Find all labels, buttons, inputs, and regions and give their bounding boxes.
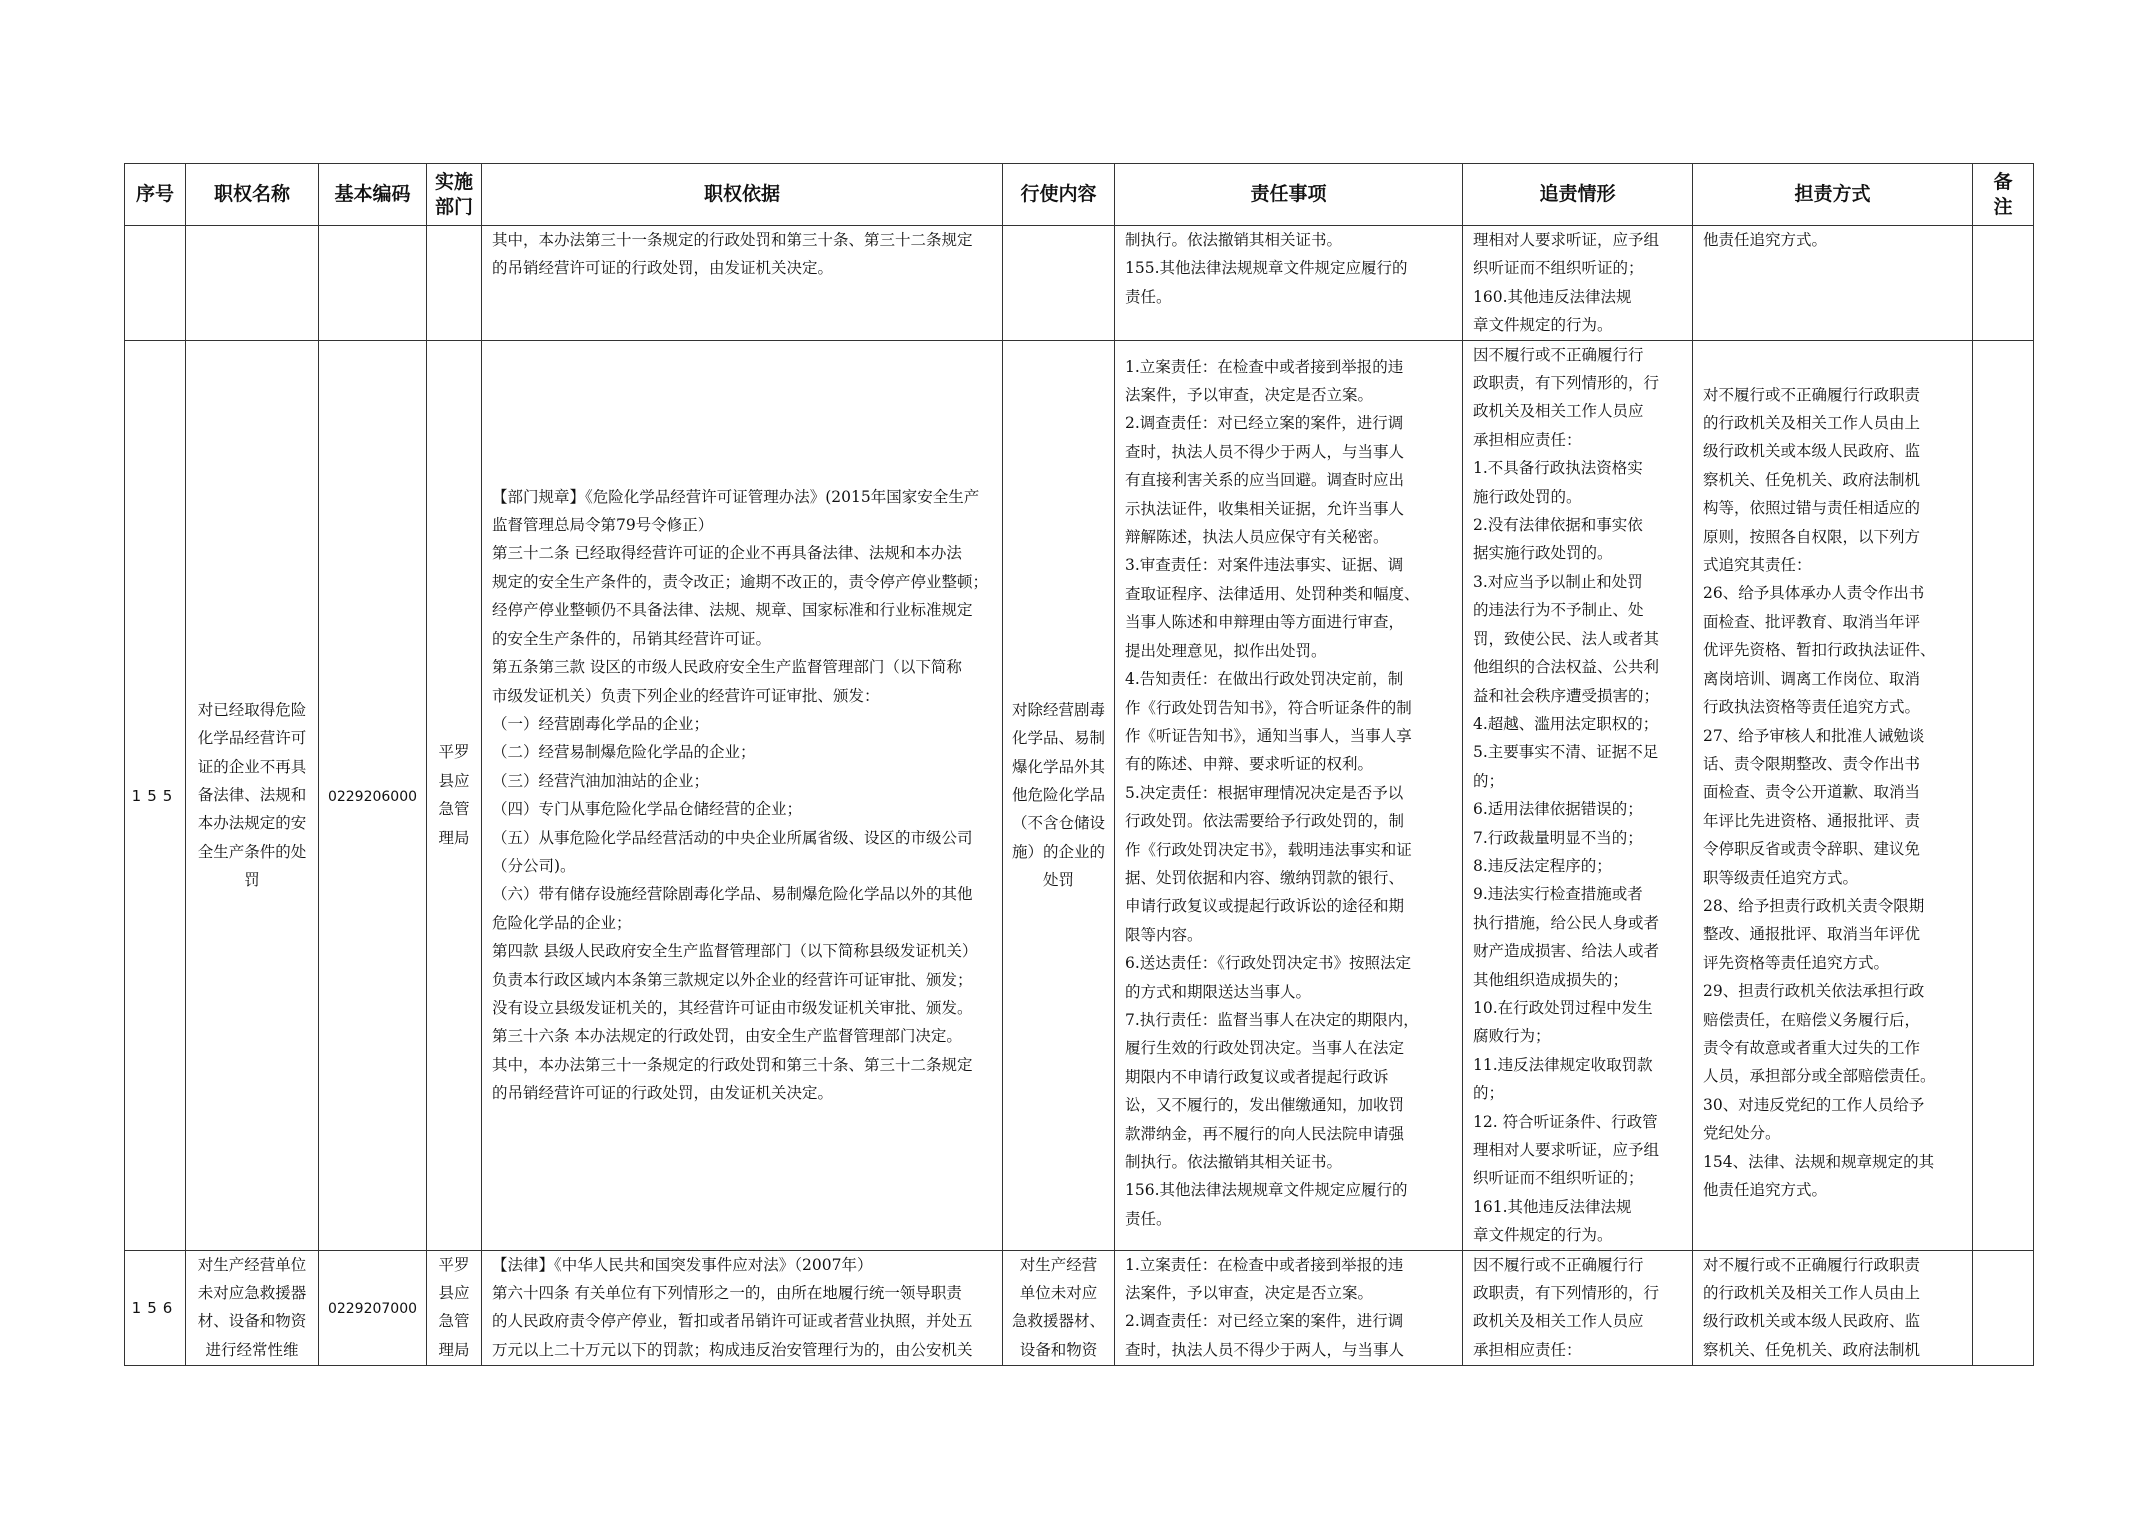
text-line: 的行政机关及相关工作人员由上 (1703, 414, 1921, 433)
row156-seq: 156 (131, 1299, 179, 1318)
text-line: 级行政机关或本级人民政府、监 (1703, 442, 1921, 461)
text-line: 危险化学品的企业； (492, 913, 632, 932)
text-line: 辩解陈述，执法人员应保守有关秘密。 (1125, 528, 1389, 547)
text-line: 进行经常性维 (205, 1340, 299, 1359)
text-line: 4.超越、滥用法定职权的； (1473, 714, 1659, 733)
text-line: 式追究其责任： (1703, 556, 1812, 575)
text-line: 责令有故意或者重大过失的工作 (1703, 1038, 1921, 1057)
text-line: （二）经营易制爆危险化学品的企业； (492, 743, 756, 762)
cont-content-cell (1003, 226, 1115, 341)
text-line: 第六十四条 有关单位有下列情形之一的，由所在地履行统一领导职责 (492, 1284, 962, 1303)
text-line: 查时，执法人员不得少于两人，与当事人 (1125, 1340, 1405, 1359)
text-line: 因不履行或不正确履行行 (1473, 1255, 1644, 1274)
text-line: 急管 (438, 1312, 470, 1331)
text-line: 30、对违反党纪的工作人员给予 (1703, 1095, 1925, 1114)
text-line: 5.决定责任：根据审理情况决定是否予以 (1125, 783, 1404, 802)
cont-seq-cell (125, 226, 186, 341)
text-line: （四）专门从事危险化学品仓储经营的企业； (492, 800, 803, 819)
text-line: （六）带有储存设施经营除剧毒化学品、易制爆危险化学品以外的其他 (492, 885, 973, 904)
text-line: 未对应急救援器 (197, 1284, 307, 1303)
text-line: 原则，按照各自权限，以下列方 (1703, 527, 1921, 546)
text-line: 2.调查责任：对已经立案的案件，进行调 (1125, 414, 1404, 433)
text-line: 据、处罚依据和内容、缴纳罚款的银行、 (1125, 868, 1405, 887)
text-line: 155.其他法律法规规章文件规定应履行的 (1125, 259, 1408, 278)
text-line: 他组织的合法权益、公共利 (1473, 658, 1660, 677)
text-line: 财产造成损害、给法人或者 (1473, 942, 1660, 961)
text-line: 设备和物资 (1019, 1340, 1098, 1359)
text-line: 因不履行或不正确履行行 (1473, 345, 1644, 364)
text-line: 制执行。依法撤销其相关证书。 (1125, 231, 1343, 249)
text-line: 整改、通报批评、取消当年评优 (1703, 925, 1921, 944)
row155-method (1693, 341, 1972, 1205)
row156-account (1463, 1251, 1692, 1365)
row155-resp (1115, 341, 1462, 1234)
text-line: 章文件规定的行为。 (1473, 316, 1613, 335)
text-line: 话、责令限期整改、责令作出书 (1703, 754, 1921, 773)
row155-method-cell (1693, 340, 1973, 1250)
row155-remark-cell (1973, 340, 2034, 1250)
cont-basis-cell (482, 226, 1003, 341)
header-remark (1973, 164, 2034, 226)
text-line: 制执行。依法撤销其相关证书。 (1125, 1153, 1343, 1171)
text-line: 【部门规章】《危险化学品经营许可证管理办法》(2015年国家安全生产 (492, 487, 980, 506)
text-line: 第四款 县级人民政府安全生产监督管理部门（以下简称县级发证机关） (492, 942, 978, 961)
cont-code-cell (319, 226, 427, 341)
cont-basis (482, 226, 1002, 283)
text-line: 评先资格等责任追究方式。 (1703, 953, 1890, 972)
text-line: 3.审查责任：对案件违法事实、证据、调 (1125, 556, 1404, 575)
text-line: 的安全生产条件的，吊销其经营许可证。 (492, 629, 772, 648)
text-line: 章文件规定的行为。 (1473, 1226, 1613, 1245)
text-line: 万元以上二十万元以下的罚款；构成违反治安管理行为的，由公安机关 (492, 1340, 973, 1359)
text-line: 2.调查责任：对已经立案的案件，进行调 (1125, 1312, 1404, 1331)
text-line: 监督管理总局令第79号令修正） (492, 516, 714, 535)
text-line: 材、设备和物资 (197, 1312, 307, 1331)
text-line: 察机关、任免机关、政府法制机 (1703, 470, 1921, 489)
header-resp: 责任事项 (1115, 164, 1463, 226)
text-line: 赔偿责任，在赔偿义务履行后， (1703, 1010, 1921, 1029)
text-line: 查取证程序、法律适用、处罚种类和幅度、 (1125, 584, 1420, 603)
text-line: 其他组织造成损失的； (1473, 970, 1629, 989)
row155-content: 对除经营剧毒化学品、易制爆化学品外其他危险化学品（不含仓储设施）的企业的处罚 (1011, 700, 1105, 890)
text-line: 优评先资格、暂扣行政执法证件、 (1703, 641, 1936, 660)
text-line: 法案件，予以审查，决定是否立案。 (1125, 1284, 1374, 1303)
text-line: （分公司)。 (492, 856, 576, 875)
cont-name-cell (186, 226, 319, 341)
text-line: 2.没有法律依据和事实依 (1473, 516, 1643, 535)
row156-resp (1115, 1251, 1462, 1365)
text-line: 3.对应当予以制止和处罚 (1473, 572, 1643, 591)
text-line: 经停产停业整顿仍不具备法律、法规、规章、国家标准和行业标准规定 (492, 601, 973, 620)
text-line: 156.其他法律法规规章文件规定应履行的 (1125, 1181, 1408, 1200)
text-line: 1.不具备行政执法资格实 (1473, 459, 1643, 478)
text-line: 有直接利害关系的应当回避。调查时应出 (1125, 471, 1405, 490)
text-line: 10.在行政处罚过程中发生 (1473, 998, 1653, 1017)
row156-content-cell (1003, 1250, 1115, 1365)
text-line: 施行政处罚的。 (1473, 487, 1582, 506)
text-line: 构等，依照过错与责任相适应的 (1703, 499, 1921, 518)
row156-method (1693, 1251, 1972, 1365)
text-line: 示执法证件，收集相关证据，允许当事人 (1125, 499, 1405, 518)
text-line: 理相对人要求听证，应予组 (1473, 1141, 1660, 1159)
text-line: 款滞纳金，再不履行的向人民法院申请强 (1125, 1124, 1405, 1143)
text-line: 理局 (438, 1340, 470, 1359)
text-line: 益和社会秩序遭受损害的； (1473, 686, 1660, 705)
table-row-156 (125, 1250, 2034, 1365)
row156-code-cell (319, 1250, 427, 1365)
text-line: 12. 符合听证条件、行政管 (1473, 1112, 1658, 1131)
text-line: 查时，执法人员不得少于两人，与当事人 (1125, 442, 1405, 461)
row155-code-cell (319, 340, 427, 1250)
text-line: 作《行政处罚决定书》，载明违法事实和证 (1125, 840, 1412, 859)
text-line: 负责本行政区域内本条第三款规定以外企业的经营许可证审批、颁发； (492, 970, 973, 989)
text-line: 的违法行为不予制止、处 (1473, 601, 1644, 620)
text-line: 履行生效的行政处罚决定。当事人在法定 (1125, 1039, 1405, 1058)
row156-name-cell (186, 1250, 319, 1365)
text-line: 的吊销经营许可证的行政处罚，由发证机关决定。 (492, 1084, 834, 1103)
text-line: 政职责，有下列情形的，行 (1473, 374, 1660, 393)
text-line: 7.行政裁量明显不当的； (1473, 828, 1643, 847)
text-line: 的行政机关及相关工作人员由上 (1703, 1284, 1921, 1303)
text-line: 政职责，有下列情形的，行 (1473, 1284, 1660, 1303)
text-line: 平罗 (438, 1255, 470, 1274)
text-line: 责任。 (1125, 287, 1172, 306)
text-line: 织听证而不组织听证的； (1473, 259, 1644, 278)
text-line: 行政处罚。依法需要给予行政处罚的，制 (1125, 812, 1405, 831)
row156-remark-cell (1973, 1250, 2034, 1365)
header-basis: 职权依据 (482, 164, 1003, 226)
cont-remark-cell (1973, 226, 2034, 341)
text-line: 的人民政府责令停产停业，暂扣或者吊销许可证或者营业执照，并处五 (492, 1312, 973, 1331)
text-line: 级行政机关或本级人民政府、监 (1703, 1312, 1921, 1331)
text-line: 提出处理意见，拟作出处罚。 (1125, 641, 1327, 660)
text-line: 5.主要事实不清、证据不足 (1473, 743, 1659, 762)
text-line: 第五条第三款 设区的市级人民政府安全生产监督管理部门（以下简称 (492, 658, 962, 677)
text-line: 限等内容。 (1125, 925, 1203, 944)
header-row (125, 164, 2034, 226)
text-line: 他责任追究方式。 (1703, 1181, 1828, 1199)
text-line: 7.执行责任：监督当事人在决定的期限内， (1125, 1010, 1419, 1029)
row155-basis (482, 483, 1002, 1108)
header-account: 追责情形 (1463, 164, 1693, 226)
row155-basis-cell (482, 340, 1003, 1250)
text-line: 期限内不申请行政复议或者提起行政诉 (1125, 1067, 1389, 1086)
row155-content-cell (1003, 340, 1115, 1250)
text-line: 的； (1473, 771, 1505, 790)
text-line: 对不履行或不正确履行行政职责 (1703, 1255, 1921, 1274)
text-line: 市级发证机关）负责下列企业的经营许可证审批、颁发： (492, 686, 880, 705)
text-line: 第三十六条 本办法规定的行政处罚，由安全生产监督管理部门决定。 (492, 1027, 962, 1046)
text-line: （五）从事危险化学品经营活动的中央企业所属省级、设区的市级公司 (492, 828, 973, 847)
text-line: 行政执法资格等责任追究方式。 (1703, 698, 1921, 717)
row156-name (186, 1251, 318, 1365)
table-row-155 (125, 340, 2034, 1250)
row156-basis (482, 1251, 1002, 1365)
text-line: 有的陈述、申辩、要求听证的权利。 (1125, 755, 1374, 774)
text-line: 当事人陈述和申辩理由等方面进行审查， (1125, 613, 1405, 632)
text-line: 年评比先进资格、通报批评、责 (1703, 811, 1921, 830)
text-line: 急救援器材、 (1011, 1312, 1105, 1331)
text-line: 单位未对应 (1019, 1284, 1098, 1303)
text-line: 29、担责行政机关依法承担行政 (1703, 982, 1925, 1001)
header-code: 基本编码 (319, 164, 427, 226)
cont-method-cell (1693, 226, 1973, 341)
cont-dept-cell (427, 226, 482, 341)
header-dept (427, 164, 482, 226)
cont-resp-cell (1115, 226, 1463, 341)
text-line: 其中，本办法第三十一条规定的行政处罚和第三十条、第三十二条规定 (492, 1055, 973, 1074)
text-line: 讼，又不履行的，发出催缴通知，加收罚 (1125, 1096, 1405, 1115)
row156-basis-cell (482, 1250, 1003, 1365)
text-line: 责任。 (1125, 1209, 1172, 1228)
text-line: 1.立案责任：在检查中或者接到举报的违 (1125, 357, 1404, 376)
text-line: 160.其他违反法律法规 (1473, 287, 1632, 306)
text-line: 执行措施，给公民人身或者 (1473, 913, 1660, 932)
text-line: 1.立案责任：在检查中或者接到举报的违 (1125, 1255, 1404, 1274)
text-line: 面检查、责令公开道歉、取消当 (1703, 783, 1921, 802)
text-line: 161.其他违反法律法规 (1473, 1197, 1632, 1216)
text-line: 6.适用法律依据错误的； (1473, 800, 1643, 819)
text-line: （三）经营汽油加油站的企业； (492, 771, 710, 790)
text-line: 26、给予具体承办人责令作出书 (1703, 584, 1925, 603)
text-line: 他责任追究方式。 (1703, 231, 1828, 249)
row155-name: 对已经取得危险化学品经营许可证的企业不再具备法律、法规和本办法规定的安全生产条件的处罚 (197, 700, 307, 890)
row155-seq: 155 (131, 786, 179, 805)
text-line: 154、法律、法规和规章规定的其 (1703, 1152, 1935, 1171)
text-line: 政机关及相关工作人员应 (1473, 1312, 1644, 1331)
row156-resp-cell (1115, 1250, 1463, 1365)
text-line: 县应 (438, 1284, 470, 1303)
header-name: 职权名称 (186, 164, 319, 226)
row156-dept (427, 1251, 481, 1365)
text-line: 对不履行或不正确履行行政职责 (1703, 385, 1921, 404)
text-line: 的； (1473, 1084, 1505, 1103)
row156-dept-cell (427, 1250, 482, 1365)
text-line: 法案件，予以审查，决定是否立案。 (1125, 386, 1374, 405)
text-line: 罚，致使公民、法人或者其 (1473, 629, 1660, 648)
cont-account-cell (1463, 226, 1693, 341)
header-seq: 序号 (125, 164, 186, 226)
text-line: 织听证而不组织听证的； (1473, 1169, 1644, 1188)
text-line: 4.告知责任：在做出行政处罚决定前，制 (1125, 670, 1404, 689)
text-line: 作《听证告知书》，通知当事人，当事人享 (1125, 726, 1412, 745)
row155-dept: 平罗县应急管理局 (438, 743, 470, 847)
text-line: 规定的安全生产条件的，责令改正；逾期不改正的，责令停产停业整顿； (492, 572, 989, 591)
cont-account (1463, 226, 1692, 340)
row155-seq-cell (125, 340, 186, 1250)
row155-dept-cell (427, 340, 482, 1250)
text-line: 6.送达责任：《行政处罚决定书》按照法定 (1125, 954, 1412, 973)
row156-content (1003, 1251, 1114, 1365)
row155-name-cell (186, 340, 319, 1250)
text-line: 8.违反法定程序的； (1473, 856, 1612, 875)
header-content: 行使内容 (1003, 164, 1115, 226)
text-line: 11.违反法律规定收取罚款 (1473, 1055, 1653, 1074)
text-line: 申请行政复议或提起行政诉讼的途径和期 (1125, 897, 1405, 916)
text-line: （一）经营剧毒化学品的企业； (492, 714, 710, 733)
header-remark-text: 备注 (1993, 170, 2013, 218)
row155-resp-cell (1115, 340, 1463, 1250)
text-line: 的吊销经营许可证的行政处罚，由发证机关决定。 (492, 259, 834, 278)
header-dept-text: 实施部门 (434, 170, 473, 218)
text-line: 职等级责任追究方式。 (1703, 868, 1859, 887)
text-line: 令停职反省或责令辞职、建议免 (1703, 840, 1921, 859)
header-method: 担责方式 (1693, 164, 1973, 226)
text-line: 腐败行为； (1473, 1027, 1551, 1046)
text-line: 对生产经营单位 (197, 1255, 307, 1274)
text-line: 政机关及相关工作人员应 (1473, 402, 1644, 421)
text-line: 据实施行政处罚的。 (1473, 544, 1613, 563)
text-line: 承担相应责任： (1473, 430, 1582, 449)
text-line: 的方式和期限送达当事人。 (1125, 982, 1312, 1001)
text-line: 27、给予审核人和批准人诫勉谈 (1703, 726, 1925, 745)
cont-method (1693, 226, 1972, 254)
text-line: 承担相应责任： (1473, 1340, 1582, 1359)
row155-account-cell (1463, 340, 1693, 1250)
row155-code: 0229206000 (327, 788, 418, 805)
text-line: 【法律】《中华人民共和国突发事件应对法》（2007年） (492, 1255, 873, 1274)
text-line: 第三十二条 已经取得经营许可证的企业不再具备法律、法规和本办法 (492, 544, 962, 563)
text-line: 9.违法实行检查措施或者 (1473, 885, 1643, 904)
row156-seq-cell (125, 1250, 186, 1365)
authority-table (124, 163, 2034, 1366)
table-row-continuation (125, 226, 2034, 341)
row156-method-cell (1693, 1250, 1973, 1365)
text-line: 察机关、任免机关、政府法制机 (1703, 1340, 1921, 1359)
text-line: 其中，本办法第三十一条规定的行政处罚和第三十条、第三十二条规定 (492, 231, 973, 249)
row156-code: 0229207000 (327, 1301, 418, 1318)
text-line: 人员，承担部分或全部赔偿责任。 (1703, 1067, 1936, 1086)
text-line: 对生产经营 (1019, 1255, 1098, 1274)
row156-account-cell (1463, 1250, 1693, 1365)
text-line: 作《行政处罚告知书》，符合听证条件的制 (1125, 698, 1412, 717)
text-line: 28、给予担责行政机关责令限期 (1703, 896, 1925, 915)
text-line: 离岗培训、调离工作岗位、取消 (1703, 669, 1921, 688)
text-line: 理相对人要求听证，应予组 (1473, 231, 1660, 249)
text-line: 党纪处分。 (1703, 1124, 1781, 1143)
text-line: 面检查、批评教育、取消当年评 (1703, 612, 1921, 631)
row155-account (1463, 341, 1692, 1250)
text-line: 没有设立县级发证机关的，其经营许可证由市级发证机关审批、颁发。 (492, 998, 973, 1017)
cont-resp (1115, 226, 1462, 311)
